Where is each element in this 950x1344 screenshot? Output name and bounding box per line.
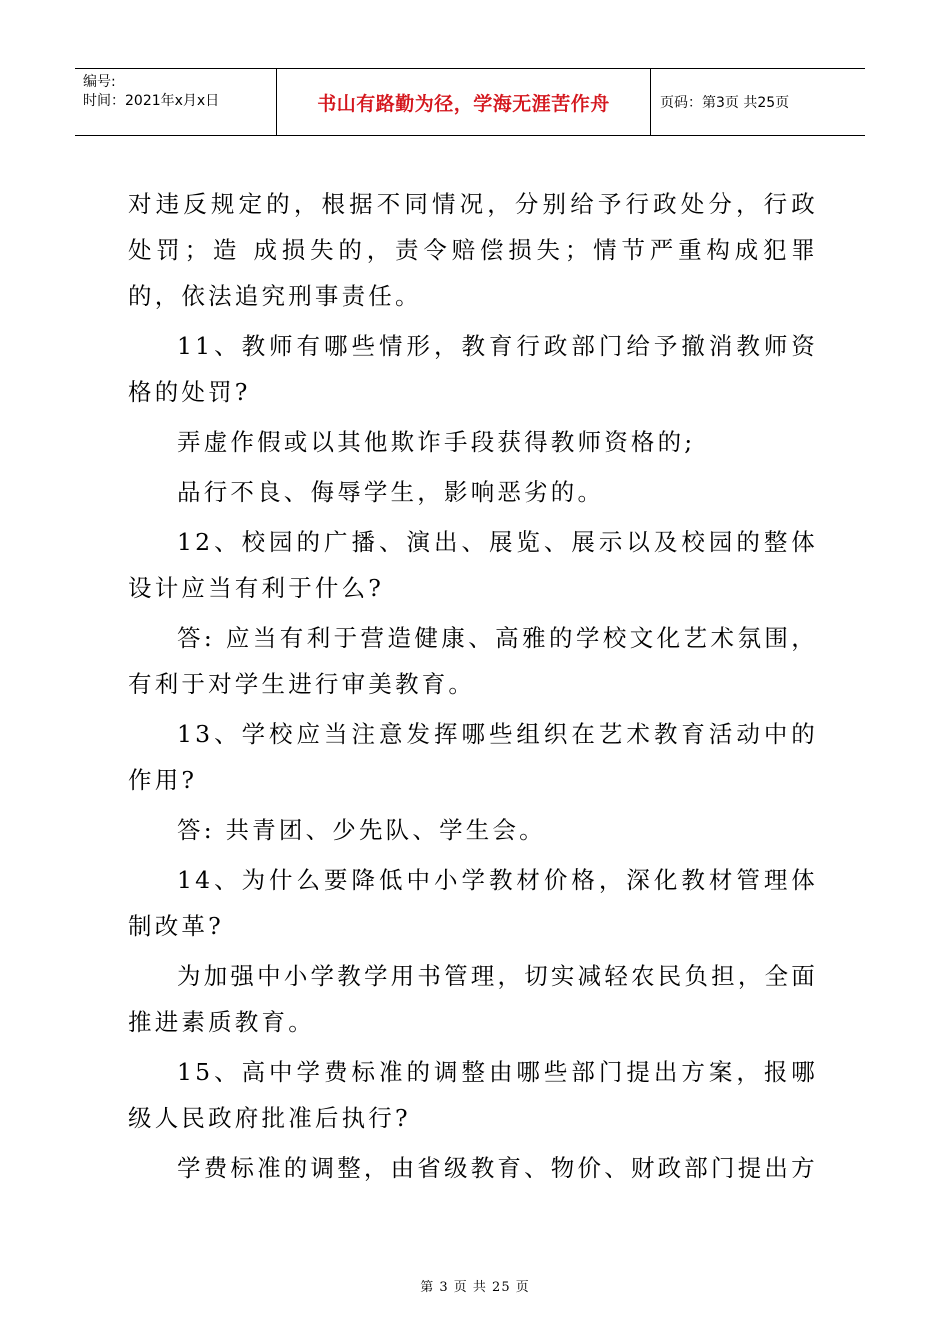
page-footer: 第 3 页 共 25 页 (420, 1280, 530, 1295)
question-13: 13、学校应当注意发挥哪些组织在艺术教育活动中的作用? (128, 720, 818, 794)
page-header (75, 68, 865, 136)
question-15: 15、高中学费标准的调整由哪些部门提出方案，报哪级人民政府批准后执行? (128, 1058, 818, 1132)
question-12: 12、校园的广播、演出、展览、展示以及校园的整体设计应当有利于什么? (128, 528, 818, 602)
answer-paragraph: 品行不良、侮辱学生，影响恶劣的。 (177, 478, 605, 506)
header-motto-cell (277, 69, 651, 135)
header-page-info: 页码：第3页 共25页 (660, 95, 790, 111)
question-11: 11、教师有哪些情形，教育行政部门给予撤消教师资格的处罚? (128, 332, 818, 406)
answer-paragraph: 为加强中小学教学用书管理，切实减轻农民负担，全面推进素质教育。 (128, 962, 818, 1036)
answer-paragraph: 弄虚作假或以其他欺诈手段获得教师资格的; (177, 428, 696, 456)
answer-paragraph: 答: 共青团、少先队、学生会。 (177, 816, 546, 844)
question-14: 14、为什么要降低中小学教材价格，深化教材管理体制改革? (128, 866, 818, 940)
answer-paragraph: 学费标准的调整，由省级教育、物价、财政部门提出方 (177, 1154, 818, 1182)
date-label: 时间：2021年x月x日 (83, 93, 220, 109)
paragraph: 对违反规定的，根据不同情况，分别给予行政处分，行政处罚；造 成损失的，责令赔偿损失；情节严重构成犯罪的，依法追究刑事责任。 (128, 190, 818, 310)
document-body (128, 181, 818, 1191)
header-meta-cell (75, 69, 277, 135)
answer-paragraph: 答: 应当有利于营造健康、高雅的学校文化艺术氛围，有利于对学生进行审美教育。 (128, 624, 818, 698)
header-page-cell (651, 69, 865, 135)
number-label: 编号: (83, 74, 116, 90)
header-motto: 书山有路勤为径，学海无涯苦作舟 (317, 92, 610, 115)
